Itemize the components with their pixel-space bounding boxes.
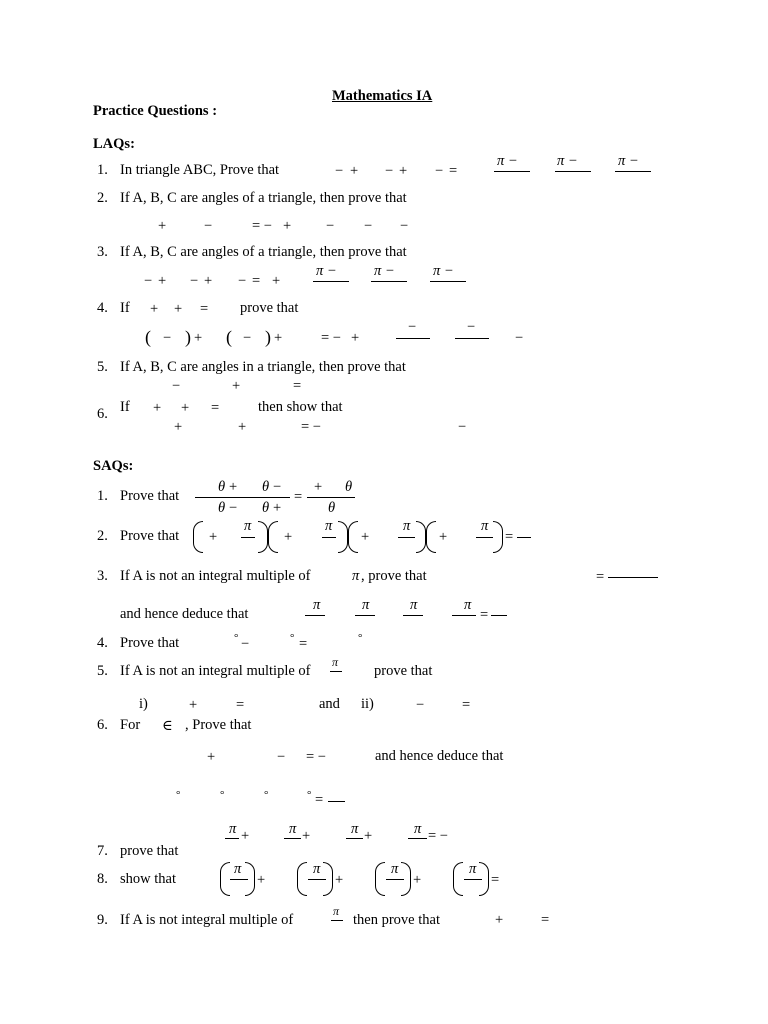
math-paren-close <box>479 862 489 896</box>
math-minus: − <box>204 218 213 234</box>
math-plus: + <box>439 529 448 545</box>
math-pi: π <box>391 861 399 877</box>
laq-text: prove that <box>240 300 299 316</box>
math-plus: + <box>364 828 373 844</box>
math-plus: + <box>283 218 292 234</box>
math-pi: π <box>313 861 321 877</box>
math-minus: − <box>144 273 153 289</box>
fraction-bar <box>307 497 355 498</box>
math-pi: π <box>464 597 472 613</box>
math-paren-close <box>416 521 426 553</box>
math-minus: − <box>435 163 444 179</box>
math-paren-close <box>323 862 333 896</box>
saq-text: If A is not an integral multiple of <box>120 568 311 584</box>
math-minus: − <box>243 330 252 346</box>
saq-text: Prove that <box>120 528 180 544</box>
fraction-bar <box>555 171 591 172</box>
fraction-bar <box>491 615 507 616</box>
math-pi-minus: π − <box>497 153 518 169</box>
math-equals: = <box>200 301 209 317</box>
fraction-bar <box>346 838 363 839</box>
math-minus: − <box>238 273 247 289</box>
saq-text: If A is not an integral multiple of <box>120 663 311 679</box>
math-plus: + <box>229 479 238 495</box>
math-plus: + <box>413 872 422 888</box>
math-paren-open <box>297 862 307 896</box>
fraction-bar <box>195 497 290 498</box>
math-degree: ° <box>290 632 295 644</box>
math-plus: + <box>189 697 198 713</box>
math-paren-open <box>426 521 436 553</box>
math-degree: ° <box>307 789 312 801</box>
fraction-bar <box>396 338 430 339</box>
math-minus: − <box>273 479 282 495</box>
page-title: Mathematics IA <box>332 88 433 104</box>
saq-subpart-label: ii) <box>361 696 374 712</box>
math-minus: − <box>385 163 394 179</box>
math-plus: + <box>207 749 216 765</box>
math-plus: + <box>361 529 370 545</box>
math-pi: π <box>234 861 242 877</box>
fraction-bar <box>331 920 343 921</box>
math-eq-minus: = − <box>252 218 272 234</box>
math-plus: + <box>181 400 190 416</box>
math-paren-open <box>348 521 358 553</box>
math-paren-close: ) <box>185 327 191 347</box>
math-minus: − <box>416 697 425 713</box>
math-paren-open <box>220 862 230 896</box>
fraction-bar <box>476 537 493 538</box>
math-minus: − <box>241 636 250 652</box>
fraction-bar <box>225 838 239 839</box>
math-pi-minus: π − <box>433 263 454 279</box>
fraction-bar <box>494 171 530 172</box>
fraction-bar <box>355 615 375 616</box>
math-equals: = <box>505 529 514 545</box>
math-paren-close <box>493 521 503 553</box>
math-paren-close <box>245 862 255 896</box>
math-paren-open <box>375 862 385 896</box>
math-degree: ° <box>264 789 269 801</box>
math-pi: π <box>403 518 411 534</box>
math-theta: θ <box>262 500 270 516</box>
math-minus: − <box>408 319 417 335</box>
fraction-bar <box>305 615 325 616</box>
math-theta: θ <box>218 479 226 495</box>
laq-text: If A, B, C are angles in a triangle, then prove that <box>120 359 406 375</box>
math-equals: = <box>211 400 220 416</box>
math-minus: − <box>335 163 344 179</box>
math-pi: π <box>229 821 237 837</box>
math-pi: π <box>351 821 359 837</box>
math-pi: π <box>332 655 339 669</box>
math-eq-minus: = − <box>428 828 448 844</box>
math-pi-minus: π − <box>316 263 337 279</box>
fraction-bar <box>452 615 476 616</box>
math-minus: − <box>229 500 238 516</box>
fraction-bar <box>313 281 349 282</box>
math-plus: + <box>274 330 283 346</box>
math-minus: − <box>326 218 335 234</box>
laq-text: If A, B, C are angles of a triangle, then prove that <box>120 190 407 206</box>
math-pi: π <box>333 904 340 918</box>
math-plus: + <box>158 273 167 289</box>
math-element-of: ∈ <box>162 718 173 734</box>
math-equals: = <box>449 163 458 179</box>
math-plus: + <box>302 828 311 844</box>
math-theta: θ <box>345 479 353 495</box>
saq-text: Prove that <box>120 488 180 504</box>
laq-text: If <box>120 399 130 415</box>
math-minus: − <box>172 378 181 394</box>
laq-number: 6. <box>97 406 108 422</box>
math-paren-close <box>401 862 411 896</box>
math-equals: = <box>252 273 261 289</box>
saq-number: 8. <box>97 871 108 887</box>
fraction-bar <box>330 671 342 672</box>
math-paren-close <box>338 521 348 553</box>
math-equals: = <box>294 489 303 505</box>
laq-number: 4. <box>97 300 108 316</box>
math-plus: + <box>351 330 360 346</box>
math-minus: − <box>400 218 409 234</box>
saq-number: 1. <box>97 488 108 504</box>
math-pi-minus: π − <box>374 263 395 279</box>
math-plus: + <box>204 273 213 289</box>
math-pi: π <box>313 597 321 613</box>
math-equals: = <box>462 697 471 713</box>
laq-number: 3. <box>97 244 108 260</box>
saq-number: 7. <box>97 843 108 859</box>
math-plus: + <box>272 273 281 289</box>
saq-number: 2. <box>97 528 108 544</box>
math-equals: = <box>596 569 605 585</box>
saq-number: 9. <box>97 912 108 928</box>
laq-number: 1. <box>97 162 108 178</box>
math-minus: − <box>163 330 172 346</box>
laq-text: If <box>120 300 130 316</box>
math-plus: + <box>495 912 504 928</box>
fraction-bar <box>517 537 531 538</box>
math-paren-open: ( <box>226 327 232 347</box>
math-minus: − <box>467 319 476 335</box>
math-plus: + <box>174 301 183 317</box>
math-plus: + <box>238 419 247 435</box>
fraction-bar <box>455 338 489 339</box>
math-minus: − <box>515 330 524 346</box>
fraction-bar <box>403 615 423 616</box>
laq-heading: LAQs: <box>93 136 135 152</box>
page-subtitle: Practice Questions : <box>93 103 218 119</box>
math-equals: = <box>315 792 324 808</box>
math-equals: = <box>293 378 302 394</box>
math-pi-minus: π − <box>618 153 639 169</box>
math-equals: = <box>480 607 489 623</box>
math-plus: + <box>241 828 250 844</box>
fraction-bar <box>241 537 255 538</box>
math-pi: π <box>325 518 333 534</box>
saq-number: 5. <box>97 663 108 679</box>
laq-number: 5. <box>97 359 108 375</box>
math-plus: + <box>350 163 359 179</box>
fraction-bar <box>398 537 415 538</box>
math-plus: + <box>335 872 344 888</box>
saq-text: prove that <box>120 843 179 859</box>
saq-text: For <box>120 717 141 733</box>
math-pi: π <box>352 568 360 584</box>
math-eq-minus: = − <box>321 330 341 346</box>
math-paren-close: ) <box>265 327 271 347</box>
saq-text: and <box>319 696 340 712</box>
laq-text: If A, B, C are angles of a triangle, then prove that <box>120 244 407 260</box>
math-degree: ° <box>220 789 225 801</box>
fraction-bar <box>322 537 336 538</box>
fraction-bar <box>608 577 658 578</box>
fraction-bar <box>328 801 345 802</box>
math-pi: π <box>362 597 370 613</box>
math-pi: π <box>469 861 477 877</box>
saq-text: , prove that <box>361 568 427 584</box>
fraction-bar <box>408 838 427 839</box>
laq-text: In triangle ABC, Prove that <box>120 162 280 178</box>
math-paren-open <box>268 521 278 553</box>
saq-heading: SAQs: <box>93 458 134 474</box>
math-pi: π <box>481 518 489 534</box>
math-degree: ° <box>176 789 181 801</box>
laq-number: 2. <box>97 190 108 206</box>
fraction-bar <box>284 838 301 839</box>
math-minus: − <box>458 419 467 435</box>
math-plus: + <box>194 330 203 346</box>
saq-number: 4. <box>97 635 108 651</box>
saq-subpart-label: i) <box>139 696 148 712</box>
math-minus: − <box>277 749 286 765</box>
math-pi: π <box>289 821 297 837</box>
math-plus: + <box>209 529 218 545</box>
laq-text: then show that <box>258 399 343 415</box>
math-minus: − <box>190 273 199 289</box>
saq-text: If A is not integral multiple of <box>120 912 294 928</box>
math-plus: + <box>284 529 293 545</box>
math-plus: + <box>257 872 266 888</box>
math-equals: = <box>541 912 550 928</box>
fraction-bar <box>371 281 407 282</box>
saq-text: and hence deduce that <box>120 606 249 622</box>
math-theta: θ <box>218 500 226 516</box>
math-plus: + <box>158 218 167 234</box>
math-theta: θ <box>328 500 336 516</box>
fraction-bar <box>615 171 651 172</box>
math-degree: ° <box>234 632 239 644</box>
fraction-bar <box>430 281 466 282</box>
math-pi: π <box>414 821 422 837</box>
saq-text: then prove that <box>353 912 440 928</box>
math-paren-open <box>453 862 463 896</box>
math-plus: + <box>273 500 282 516</box>
math-plus: + <box>232 378 241 394</box>
math-plus: + <box>399 163 408 179</box>
math-eq-minus: = − <box>301 419 321 435</box>
math-pi: π <box>244 518 252 534</box>
math-equals: = <box>491 872 500 888</box>
saq-text: , Prove that <box>185 717 252 733</box>
math-plus: + <box>153 400 162 416</box>
math-eq-minus: = − <box>306 749 326 765</box>
math-plus: + <box>314 479 323 495</box>
math-paren-close <box>258 521 268 553</box>
math-equals: = <box>236 697 245 713</box>
math-theta: θ <box>262 479 270 495</box>
saq-text: show that <box>120 871 176 887</box>
math-pi: π <box>410 597 418 613</box>
math-pi-minus: π − <box>557 153 578 169</box>
math-degree: ° <box>358 632 363 644</box>
math-plus: + <box>174 419 183 435</box>
math-paren-open <box>193 521 203 553</box>
math-plus: + <box>150 301 159 317</box>
saq-number: 6. <box>97 717 108 733</box>
saq-text: Prove that <box>120 635 180 651</box>
saq-number: 3. <box>97 568 108 584</box>
math-minus: − <box>364 218 373 234</box>
saq-text: and hence deduce that <box>375 748 504 764</box>
math-paren-open: ( <box>145 327 151 347</box>
math-equals: = <box>299 636 308 652</box>
saq-text: prove that <box>374 663 433 679</box>
